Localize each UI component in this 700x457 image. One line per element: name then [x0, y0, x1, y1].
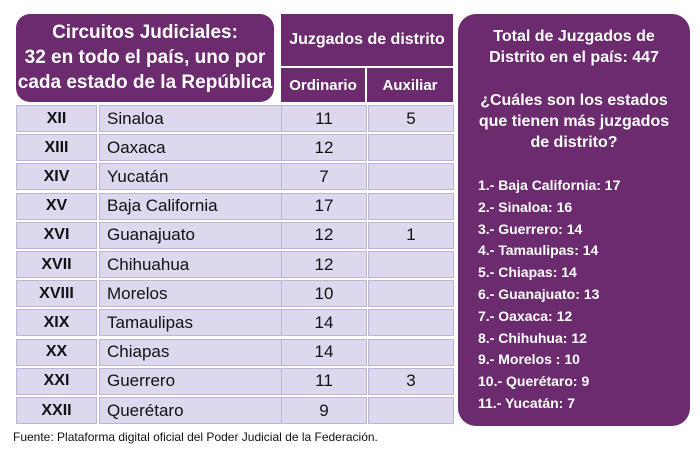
estado-cell: Querétaro — [99, 397, 291, 424]
ranking-question: ¿Cuáles son los estados que tienen más juzgados de distrito? — [478, 92, 670, 151]
table-row — [16, 397, 454, 424]
header-circuitos-line-1: Circuitos Judiciales: — [52, 22, 238, 43]
auxiliar-cell — [368, 251, 454, 278]
estado-cell: Chiapas — [99, 339, 291, 366]
estado-cell: Yucatán — [99, 163, 291, 190]
table-row — [16, 222, 454, 249]
ranking-item: 4.- Tamaulipas: 14 — [478, 242, 599, 259]
header-circuitos-line-3: cada estado de la República — [17, 72, 273, 93]
ordinario-cell: 12 — [281, 134, 367, 161]
ordinario-cell: 12 — [281, 222, 367, 249]
ordinario-cell: 7 — [281, 163, 367, 190]
circuito-cell: XVI — [16, 222, 97, 249]
circuito-cell: XIII — [16, 134, 97, 161]
estado-cell: Guanajuato — [99, 222, 291, 249]
auxiliar-cell — [368, 309, 454, 336]
ranking-item: 7.- Oaxaca: 12 — [478, 307, 573, 324]
total-juzgados: Total de Juzgados de Distrito en el país: 447 — [489, 28, 659, 66]
estado-cell: Morelos — [99, 280, 291, 307]
source-note: Fuente: Plataforma digital oficial del Poder Judicial de la Federación. — [13, 430, 378, 444]
auxiliar-cell — [368, 397, 454, 424]
header-circuitos-line-2: 32 en todo el país, uno por — [24, 47, 266, 68]
ranking-item: 3.- Guerrero: 14 — [478, 220, 583, 237]
table-row — [16, 163, 454, 190]
ranking-item: 6.- Guanajuato: 13 — [478, 285, 600, 302]
auxiliar-cell — [368, 339, 454, 366]
ranking-item: 8.- Chihuhua: 12 — [478, 329, 587, 346]
ordinario-cell: 10 — [281, 280, 367, 307]
ordinario-cell: 12 — [281, 251, 367, 278]
estado-cell: Baja California — [99, 193, 291, 220]
ranking-item: 9.- Morelos : 10 — [478, 351, 580, 368]
table-row — [16, 280, 454, 307]
ranking-list — [478, 175, 683, 415]
table-row — [16, 309, 454, 336]
ranking-item: 5.- Chiapas: 14 — [478, 264, 577, 281]
table-row — [16, 134, 454, 161]
auxiliar-cell — [368, 163, 454, 190]
auxiliar-cell — [368, 134, 454, 161]
auxiliar-cell: 3 — [368, 368, 454, 395]
auxiliar-cell: 5 — [368, 105, 454, 132]
ordinario-cell: 14 — [281, 309, 367, 336]
estado-cell: Chihuahua — [99, 251, 291, 278]
table-row — [16, 368, 454, 395]
circuito-cell: XXII — [16, 397, 97, 424]
auxiliar-cell — [368, 193, 454, 220]
auxiliar-cell — [368, 280, 454, 307]
header-juzgados: Juzgados de distrito — [281, 14, 453, 66]
ranking-item: 1.- Baja California: 17 — [478, 177, 621, 193]
circuito-cell: XV — [16, 193, 97, 220]
table-row — [16, 339, 454, 366]
ranking-item: 2.- Sinaloa: 16 — [478, 198, 573, 215]
ordinario-cell: 14 — [281, 339, 367, 366]
circuito-cell: XIV — [16, 163, 97, 190]
ranking-item: 10.- Querétaro: 9 — [478, 373, 590, 390]
ordinario-cell: 9 — [281, 397, 367, 424]
circuito-cell: XII — [16, 105, 97, 132]
table-row — [16, 251, 454, 278]
ordinario-cell: 17 — [281, 193, 367, 220]
table-row — [16, 105, 454, 132]
estado-cell: Sinaloa — [99, 105, 291, 132]
auxiliar-cell: 1 — [368, 222, 454, 249]
estado-cell: Guerrero — [99, 368, 291, 395]
ranking-item: 11.- Yucatán: 7 — [478, 394, 576, 411]
circuito-cell: XVIII — [16, 280, 97, 307]
summary-panel — [458, 14, 690, 426]
header-auxiliar: Auxiliar — [367, 68, 453, 102]
circuito-cell: XXI — [16, 368, 97, 395]
circuito-cell: XVII — [16, 251, 97, 278]
header-ordinario: Ordinario — [281, 68, 365, 102]
estado-cell: Oaxaca — [99, 134, 291, 161]
ordinario-cell: 11 — [281, 105, 367, 132]
circuito-cell: XX — [16, 339, 97, 366]
ordinario-cell: 11 — [281, 368, 367, 395]
estado-cell: Tamaulipas — [99, 309, 291, 336]
table-row — [16, 193, 454, 220]
header-circuitos — [16, 14, 274, 102]
circuits-table — [16, 104, 454, 426]
circuito-cell: XIX — [16, 309, 97, 336]
